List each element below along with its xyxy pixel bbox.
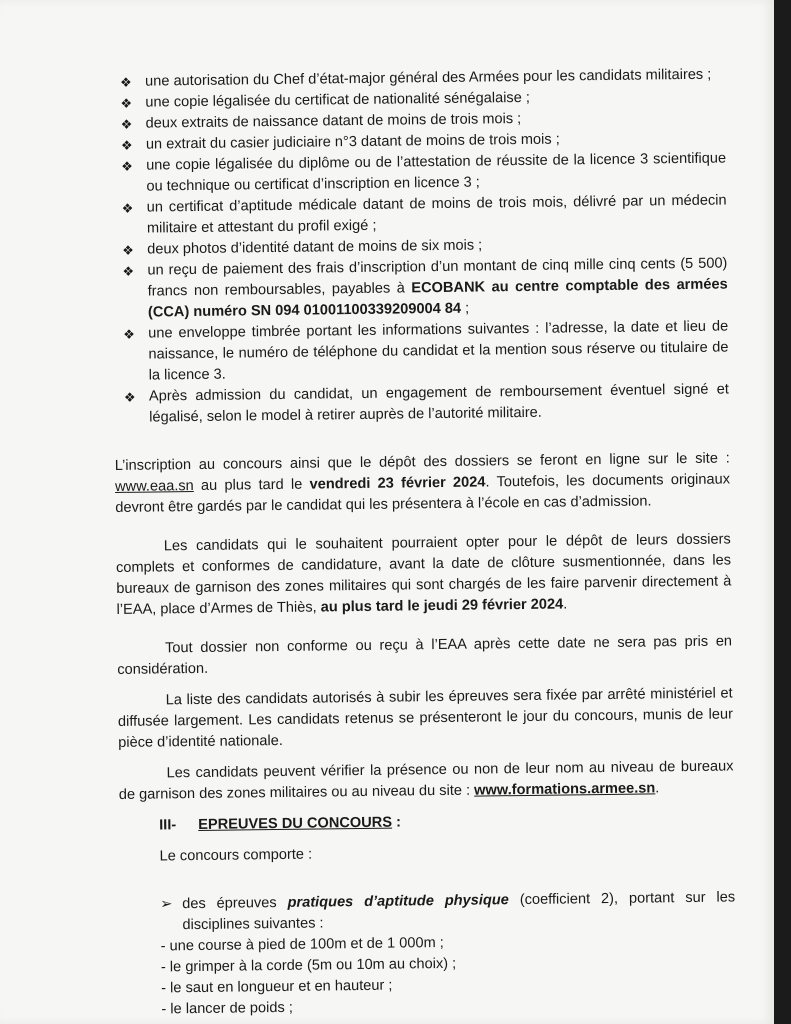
physical-tests-item: ➢ des épreuves pratiques d’aptitude physique (coefficient 2), portant sur les disciplines suivantes :: [160, 889, 736, 934]
section-number: III-: [159, 817, 177, 834]
diamond-bullet-icon: ❖: [122, 263, 135, 279]
formations-site-link[interactable]: www.formations.armee.sn: [474, 780, 656, 799]
disciplines-list: [161, 929, 737, 1020]
list-item: ❖ une enveloppe timbrée portant les informations suivantes : l’adresse, la date et lieu de naissance, le numéro de téléphone du candidat et la mention sous réserve ou titulaire de la licence 3.: [123, 318, 729, 384]
page-content: [110, 64, 737, 1020]
diamond-bullet-icon: ❖: [120, 95, 133, 111]
diamond-bullet-icon: ❖: [120, 116, 133, 132]
diamond-bullet-icon: ❖: [123, 389, 136, 405]
list-item: ❖ deux extraits de naissance datant de moins de trois mois ;: [111, 106, 726, 135]
garrison-deadline: au plus tard le jeudi 29 février 2024: [320, 596, 564, 616]
verify-paragraph: Les candidats peuvent vérifier la présence ou non de leur nom au niveau de bureaux de garnison des zones militaires ou au niveau du site : www.formations.armee.sn.: [118, 758, 734, 803]
arrow-bullet-icon: ➢: [160, 896, 173, 913]
list-item: ❖ Après admission du candidat, un engagement de remboursement éventuel signé et légalisé, selon le model à retirer auprès de l’autorité militaire.: [123, 381, 730, 426]
diamond-bullet-icon: ❖: [121, 200, 134, 216]
list-item: - le saut en longueur et en hauteur ;: [161, 977, 393, 997]
section-title: EPREUVES DU CONCOURS: [198, 814, 393, 833]
online-registration-paragraph: L’inscription au concours ainsi que le dépôt des dossiers se feront en ligne sur le site : www.eaa.sn au plus tard le vendredi 23 février 2024. Toutefois, les documents originaux devront être gardés par le candidat qui les présentera à l’école en cas d’admission.: [114, 450, 731, 516]
garrison-deposit-paragraph: Les candidats qui le souhaitent pourraient opter pour le dépôt de leurs dossiers complets et conformes de candidature, avant la date de clôture susmentionnée, dans les bureaux de garnison des zones militaires qui sont chargés de les faire parvenir directement à l’EAA, place d’Armes de Thiès, au plus tard le jeudi 29 février 2024.: [115, 531, 732, 618]
list-item: - le grimper à la corde (5m ou 10m au choix) ;: [160, 955, 457, 976]
list-item: - le lancer de poids ;: [161, 999, 293, 1018]
diamond-bullet-icon: ❖: [121, 158, 133, 174]
list-item: - une course à pied de 100m et de 1 000m ;: [160, 934, 444, 955]
list-item: ❖ une autorisation du Chef d’état-major général des Armées pour les candidats militaires ;: [110, 64, 725, 93]
list-item: ❖ une copie légalisée du certificat de nationalité sénégalaise ;: [110, 85, 725, 114]
list-item: ❖ une copie légalisée du diplôme ou de l’attestation de réussite de la licence 3 scientifique ou technique ou certificat d’inscription en licence 3 ;: [121, 150, 727, 195]
required-documents-list: [110, 64, 729, 428]
eaa-site-link[interactable]: www.eaa.sn: [114, 478, 194, 495]
list-item: ❖ un extrait du casier judiciaire n°3 datant de moins de trois mois ;: [111, 127, 726, 156]
candidate-list-paragraph: La liste des candidats autorisés à subir les épreuves sera fixée par arrêté ministériel et diffusée largement. Les candidats retenus se présenteront le jour du concours, munis de leur pièce d’identité nationale.: [117, 685, 733, 751]
online-deadline: vendredi 23 février 2024: [309, 474, 486, 493]
list-item: ❖ un certificat d’aptitude médicale datant de moins de trois mois, délivré par un médecin militaire et attestant du profil exigé ;: [121, 192, 727, 237]
section-intro: Le concours comporte :: [159, 846, 313, 865]
section-heading: III- EPREUVES DU CONCOURS :: [159, 808, 734, 836]
diamond-bullet-icon: ❖: [120, 137, 133, 153]
payment-account: ECOBANK au centre comptable des armées (CCA) numéro SN 094 01001100339209004 84: [147, 276, 728, 321]
diamond-bullet-icon: ❖: [122, 242, 134, 258]
list-item: ❖ un reçu de paiement des frais d’inscription d’un montant de cinq mille cinq cents (5 500) francs non remboursables, payables à ECOBANK au centre comptable des armées (CCA) numéro SN 094 01001100339209004 84 ;: [122, 255, 728, 321]
diamond-bullet-icon: ❖: [120, 74, 132, 90]
diamond-bullet-icon: ❖: [123, 326, 135, 342]
physical-tests-emphasis: pratiques d’aptitude physique: [287, 892, 509, 911]
list-item: ❖ deux photos d’identité datant de moins de six mois ;: [112, 232, 727, 261]
nonconform-paragraph: Tout dossier non conforme ou reçu à l’EAA après cette date ne sera pas pris en considération.: [117, 633, 733, 678]
